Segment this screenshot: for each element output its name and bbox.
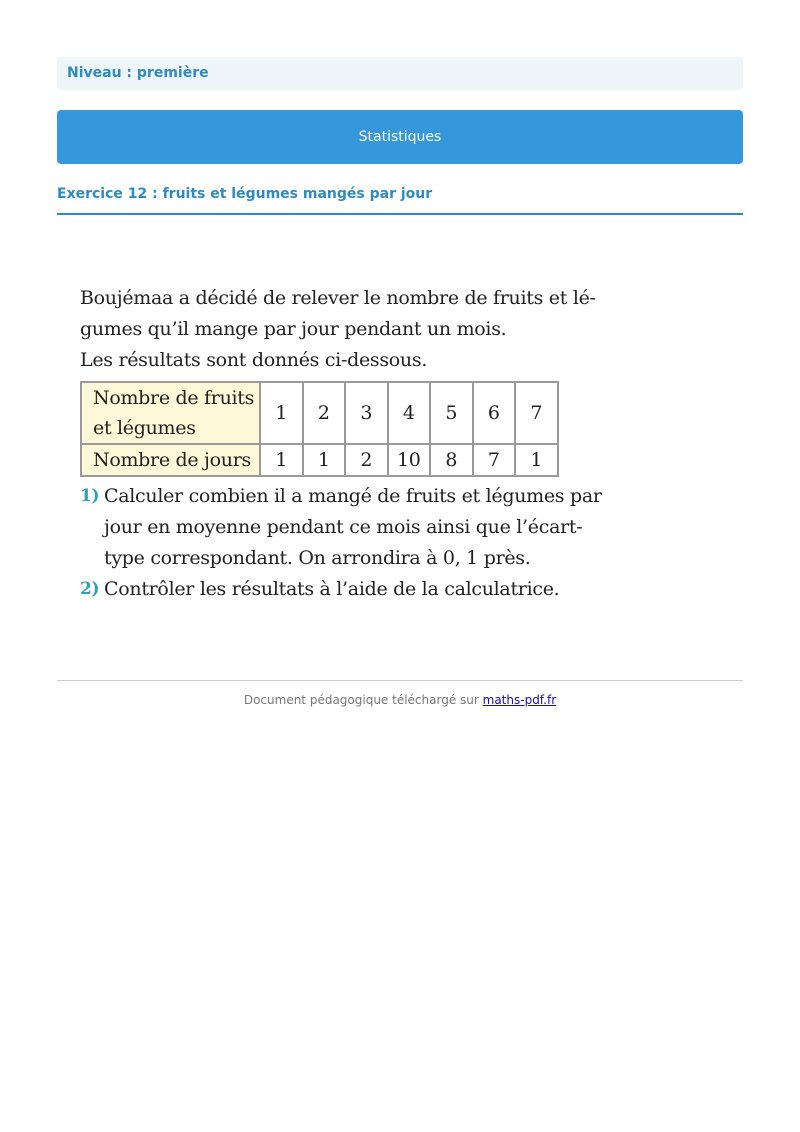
footer [57,693,743,707]
question-number: 2) [80,579,100,599]
topic-banner: Statistiques [57,110,743,164]
table-cell: 2 [345,444,388,476]
table-cell: 7 [515,382,558,444]
table-cell: 6 [473,382,516,444]
table-cell: 5 [430,382,473,444]
row-header-fruits [81,382,260,444]
exercise-body [80,283,602,605]
exercise-title: Exercice 12 : fruits et légumes mangés par jour [57,186,743,215]
table-cell: 1 [260,382,303,444]
table-cell: 1 [515,444,558,476]
table-cell: 10 [388,444,431,476]
question-line: Calculer combien il a mangé de fruits et légumes par [104,485,602,507]
table-cell: 1 [260,444,303,476]
footer-text: Document pédagogique téléchargé sur [243,693,483,707]
intro-line: Boujémaa a décidé de relever le nombre de fruits et lé- [80,287,596,309]
table-cell: 3 [345,382,388,444]
table-row [81,444,558,476]
intro-line: gumes qu’il mange par jour pendant un mois. [80,318,507,340]
question-number: 1) [80,486,100,506]
row-header-line: et légumes [93,417,196,439]
row-header-line: Nombre de fruits [93,387,255,409]
question-line: type correspondant. On arrondira à 0, 1 près. [104,547,531,569]
footer-link[interactable]: maths-pdf.fr [482,693,557,707]
footer-divider [57,680,743,681]
question-1 [80,481,602,574]
data-table [80,381,559,477]
intro-line: Les résultats sont donnés ci-dessous. [80,349,428,371]
row-header-days: Nombre de jours [81,444,260,476]
question-line: jour en moyenne pendant ce mois ainsi que l’écart- [104,516,583,538]
question-line: Contrôler les résultats à l’aide de la calculatrice. [104,578,560,600]
table-cell: 4 [388,382,431,444]
table-cell: 2 [303,382,346,444]
table-cell: 8 [430,444,473,476]
table-cell: 7 [473,444,516,476]
table-cell: 1 [303,444,346,476]
table-row [81,382,558,444]
question-2 [80,574,560,605]
level-label: Niveau : première [57,57,743,90]
